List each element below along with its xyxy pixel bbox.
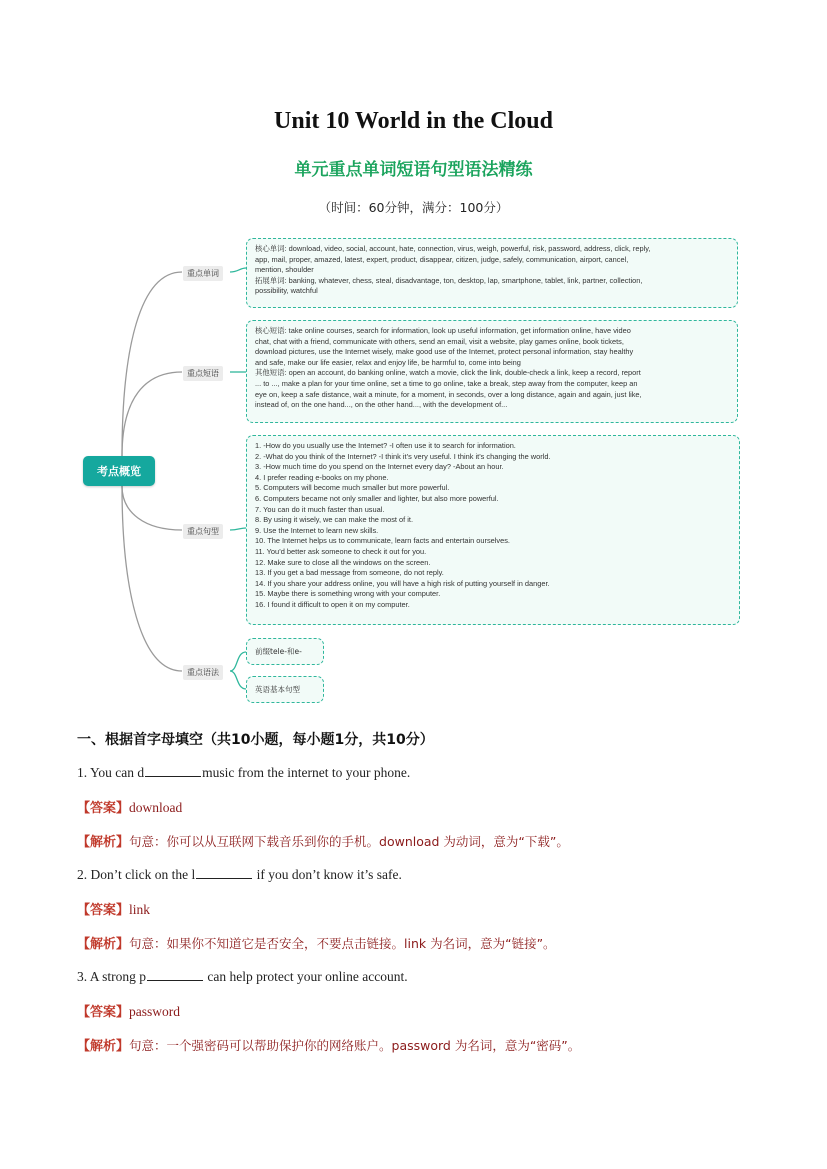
question-text-post: music from the internet to your phone.: [202, 765, 411, 780]
sentence-line: 8. By using it wisely, we can make the most of it.: [255, 515, 414, 525]
sentence-line: 12. Make sure to close all the windows on the screen.: [255, 557, 431, 567]
words-line: app, mail, proper, amazed, latest, expert, product, disappear, citizen, judge, safely, communication, airport, cancel,: [255, 254, 629, 264]
fill-blank[interactable]: [196, 866, 252, 879]
explanation-3: [77, 1035, 580, 1054]
sentence-line: 6. Computers became not only smaller and lighter, but also more powerful.: [255, 493, 499, 503]
answer-value: password: [129, 1004, 181, 1019]
words-line: 核心单词: download, video, social, account, hate, connection, virus, weigh, powerful, risk, password, address, click, reply,: [255, 244, 651, 253]
sentence-line: 13. If you get a bad message from someone, do not reply.: [255, 568, 444, 578]
phrases-line: 其他短语: open an account, do banking online, watch a movie, click the link, double-check a link, keep a record, report: [255, 368, 641, 378]
answer-tag: 【答案】: [77, 801, 130, 816]
explanation-text: 句意：一个强密码可以帮助保护你的网络账户。password 为名词，意为“密码”。: [129, 1038, 581, 1053]
mindmap-center-node: 考点概览: [83, 456, 155, 486]
connector-sentences: [122, 486, 182, 530]
explanation-tag: 【解析】: [77, 1039, 130, 1054]
sentence-line: 2. -What do you think of the Internet? -I think it’s very useful. I think it’s changing the world.: [255, 451, 551, 461]
words-line: possibility, watchful: [255, 286, 318, 296]
branch-label-phrases: 重点短语: [183, 366, 223, 381]
answer-value: download: [129, 800, 183, 815]
explanation-tag: 【解析】: [77, 937, 130, 952]
connector-grammar: [122, 486, 182, 671]
question-1: [77, 764, 410, 781]
fill-blank[interactable]: [145, 764, 201, 777]
phrases-line: eye on, keep a safe distance, wait a minute, for a moment, in seconds, over a long distance, again and again, just like,: [255, 389, 642, 399]
question-text-post: can help protect your online account.: [207, 969, 408, 984]
page-subtitle: 单元重点单词短语句型语法精练: [294, 160, 533, 180]
phrases-line: chat, chat with a friend, communicate with others, send an email, visit a website, play games online, book tickets,: [255, 336, 624, 346]
branch-label-sentences: 重点句型: [183, 524, 223, 539]
explanation-text: 句意：如果你不知道它是否安全，不要点击链接。link 为名词，意为“链接”。: [129, 936, 556, 951]
mindmap: [70, 228, 760, 708]
answer-3: [77, 1001, 180, 1020]
answer-tag: 【答案】: [77, 1005, 130, 1020]
time-info: （时间：60分钟，满分：100分）: [318, 200, 509, 215]
explanation-1: [77, 831, 569, 850]
grammar-box-basic-sentences: 英语基本句型: [246, 676, 324, 703]
answer-1: [77, 797, 182, 816]
sentence-line: 14. If you share your address online, you will have a high risk of putting yourself in danger.: [255, 578, 550, 588]
page-title: Unit 10 World in the Cloud: [274, 108, 553, 134]
connector-words-box: [230, 268, 246, 272]
connector-grammar-box1: [230, 652, 246, 671]
connector-grammar-box2: [230, 671, 246, 689]
question-text-pre: 3. A strong p: [77, 969, 147, 984]
explanation-2: [77, 933, 556, 952]
sentence-line: 9. Use the Internet to learn new skills.: [255, 525, 379, 535]
sentence-line: 5. Computers will become much smaller but more powerful.: [255, 483, 450, 493]
phrases-line: ... to ..., make a plan for your time online, set a time to go online, take a break, step away from the computer, keep an: [255, 378, 638, 388]
words-line: mention, shoulder: [255, 265, 314, 275]
sentence-line: 15. Maybe there is something wrong with your computer.: [255, 589, 441, 599]
connector-sentences-box: [230, 528, 246, 530]
phrases-line: instead of, on the one hand..., on the other hand..., with the development of...: [255, 400, 508, 410]
grammar-box-prefix: 前缀tele-和e-: [246, 638, 324, 665]
sentence-line: 10. The Internet helps us to communicate, learn facts and entertain ourselves.: [255, 536, 510, 546]
sentences-box: [246, 435, 740, 625]
branch-label-words: 重点单词: [183, 266, 223, 281]
phrases-line: 核心短语: take online courses, search for information, look up useful information, get information online, have video: [255, 326, 631, 335]
sentence-line: 16. I found it difficult to open it on my computer.: [255, 599, 410, 609]
question-3: [77, 968, 408, 985]
question-text-post: if you don’t know it’s safe.: [256, 867, 402, 882]
explanation-tag: 【解析】: [77, 835, 130, 850]
phrases-line: download pictures, use the Internet wisely, make good use of the Internet, protect personal information, stay healthy: [255, 347, 634, 357]
section-heading: 一、根据首字母填空（共10小题，每小题1分，共10分）: [77, 732, 434, 748]
phrases-line: and safe, make our life easier, relax and enjoy life, be harmful to, come into being: [255, 357, 521, 367]
sentence-line: 4. I prefer reading e-books on my phone.: [255, 472, 389, 482]
answer-tag: 【答案】: [77, 903, 130, 918]
words-box: [246, 238, 738, 308]
sentence-line: 3. -How much time do you spend on the Internet every day? -About an hour.: [255, 462, 504, 472]
answer-2: [77, 899, 150, 918]
sentence-line: 1. -How do you usually use the Internet? -I often use it to search for information.: [255, 441, 516, 450]
branch-label-grammar: 重点语法: [183, 665, 223, 680]
phrases-box: [246, 320, 738, 423]
question-2: [77, 866, 402, 883]
question-text-pre: 1. You can d: [77, 765, 145, 780]
sentence-line: 11. You’d better ask someone to check it out for you.: [255, 546, 427, 556]
explanation-text: 句意：你可以从互联网下载音乐到你的手机。download 为动词，意为“下载”。: [129, 834, 569, 849]
connector-phrases: [122, 372, 182, 456]
question-text-pre: 2. Don’t click on the l: [77, 867, 196, 882]
answer-value: link: [129, 902, 151, 917]
sentence-line: 7. You can do it much faster than usual.: [255, 504, 385, 514]
connector-words: [122, 272, 182, 456]
words-line: 拓展单词: banking, whatever, chess, steal, disadvantage, ton, desktop, lap, smartphone, tablet, link, partner, collection,: [255, 275, 643, 285]
fill-blank[interactable]: [147, 968, 203, 981]
